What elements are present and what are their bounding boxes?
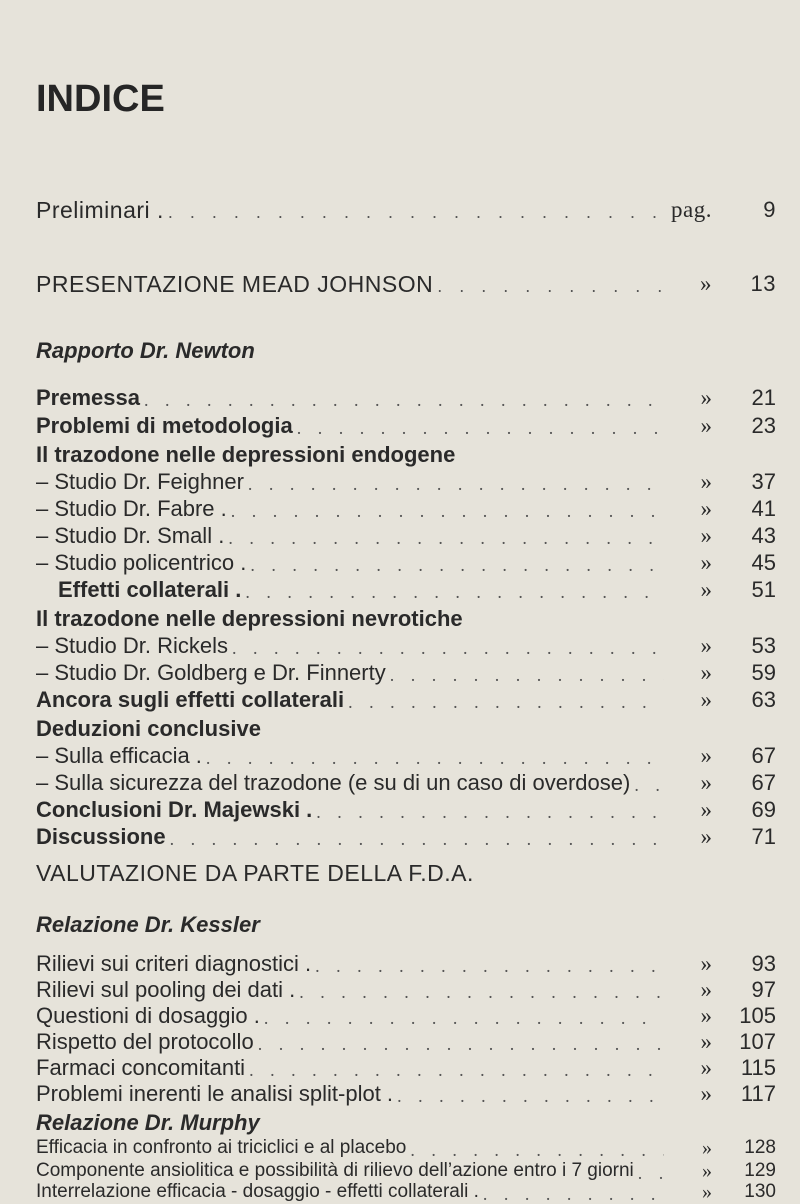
leader-dots [144, 390, 664, 410]
page-title: INDICE [36, 78, 165, 120]
section-heading-kessler: Relazione Dr. Kessler [36, 912, 260, 937]
toc-entry-label: – Sulla sicurezza del trazodone (e su di un caso di overdose) [36, 770, 631, 795]
toc-entry-label: Farmaci concomitanti [36, 1055, 246, 1080]
leader-dots [170, 829, 664, 849]
page-marker: » [700, 660, 712, 685]
page-number: 41 [751, 496, 776, 521]
toc-entry-label: Effetti collaterali . [58, 577, 242, 602]
page-marker: » [700, 523, 712, 548]
page-marker: » [700, 1055, 712, 1080]
toc-entry-label: Conclusioni Dr. Majewski . [36, 797, 313, 822]
leader-dots [168, 202, 664, 222]
toc-entry-label: Rilievi sul pooling dei dati . [36, 977, 296, 1002]
page-marker: » [700, 770, 712, 795]
toc-entry-label: – Studio Dr. Small . [36, 523, 225, 548]
page-marker: » [700, 1081, 712, 1106]
toc-entry-premessa[interactable] [36, 386, 776, 410]
leader-dots [483, 1184, 664, 1204]
page-number: 51 [751, 577, 776, 602]
toc-entry-label: – Studio Dr. Rickels [36, 633, 228, 658]
page-marker: » [700, 469, 712, 494]
leader-dots [264, 1008, 664, 1028]
page-marker: » [700, 743, 712, 768]
toc-entry-farmaci[interactable] [36, 1056, 776, 1080]
toc-entry-criteri[interactable] [36, 952, 776, 976]
toc-entry-triciclici[interactable] [36, 1136, 776, 1160]
page-marker: » [700, 1003, 712, 1028]
toc-entry-label: Problemi di metodologia [36, 413, 293, 438]
toc-entry-dosaggio[interactable] [36, 1004, 776, 1028]
toc-entry-label: Rispetto del protocollo [36, 1029, 254, 1054]
section-heading-murphy: Relazione Dr. Murphy [36, 1110, 260, 1135]
page-marker: » [700, 951, 712, 976]
page-marker: » [700, 977, 712, 1002]
toc-entry-label: – Studio Dr. Feighner [36, 469, 244, 494]
leader-dots [297, 418, 664, 438]
page-number: 129 [744, 1160, 776, 1181]
leader-dots [397, 1086, 664, 1106]
toc-entry-protocollo[interactable] [36, 1030, 776, 1054]
page-marker: » [700, 413, 712, 438]
toc-entry-feighner[interactable] [36, 470, 776, 494]
leader-dots [410, 1140, 664, 1160]
page-number: 93 [751, 951, 776, 976]
toc-entry-rickels[interactable] [36, 634, 776, 658]
leader-dots [258, 1034, 664, 1054]
page-number: 45 [751, 550, 776, 575]
page-marker: » [700, 633, 712, 658]
page-number: 13 [750, 271, 776, 296]
toc-entry-label: Componente ansiolitica e possibilità di rilievo dell’azione entro i 7 giorni [36, 1160, 634, 1181]
page-marker: » [700, 1029, 712, 1054]
toc-entry-sicurezza[interactable] [36, 771, 776, 795]
page-number: 105 [739, 1003, 776, 1028]
page-number: 69 [751, 797, 776, 822]
page-number: 63 [751, 687, 776, 712]
page-number: 21 [751, 385, 776, 410]
toc-entry-label: – Studio policentrico . [36, 550, 247, 575]
page-number: 128 [744, 1137, 776, 1158]
leader-dots [249, 1060, 664, 1080]
leader-dots [228, 528, 664, 548]
page-number: 97 [751, 977, 776, 1002]
toc-entry-metodologia[interactable] [36, 414, 776, 438]
page-marker: » [702, 1160, 712, 1182]
leader-dots [437, 276, 664, 296]
leader-dots [316, 802, 664, 822]
page-marker: » [700, 385, 712, 410]
page-number: 9 [763, 197, 776, 222]
toc-entry-efficacia[interactable] [36, 744, 776, 768]
leader-dots [250, 555, 664, 575]
toc-entry-label: Discussione [36, 824, 166, 849]
leader-dots [245, 582, 664, 602]
page-number: 59 [751, 660, 776, 685]
page-marker: pag. [671, 197, 712, 222]
toc-entry-effetti[interactable] [36, 578, 776, 602]
toc-entry-label: – Studio Dr. Goldberg e Dr. Finnerty [36, 660, 386, 685]
toc-entry-discussione[interactable] [36, 825, 776, 849]
toc-entry-small[interactable] [36, 524, 776, 548]
leader-dots [299, 982, 664, 1002]
page-marker: » [700, 797, 712, 822]
toc-entry-label: Efficacia in confronto ai triciclici e al placebo [36, 1137, 407, 1158]
toc-entry-label: Rilievi sui criteri diagnostici . [36, 951, 312, 976]
page-number: 115 [740, 1055, 776, 1080]
toc-entry-goldberg[interactable] [36, 661, 776, 685]
toc-entry-label: Interrelazione efficacia - dosaggio - effetti collaterali . [36, 1181, 479, 1202]
toc-entry-policentrico[interactable] [36, 551, 776, 575]
toc-entry-pooling[interactable] [36, 978, 776, 1002]
page-marker: » [700, 496, 712, 521]
leader-dots [232, 638, 664, 658]
toc-entry-splitplot[interactable] [36, 1082, 776, 1106]
leader-dots [231, 501, 664, 521]
subsection-heading-deduzioni: Deduzioni conclusive [36, 716, 261, 741]
toc-entry-ancora[interactable] [36, 688, 776, 712]
page-number: 23 [751, 413, 776, 438]
page-marker: » [700, 687, 712, 712]
page-marker: » [700, 824, 712, 849]
leader-dots [390, 665, 664, 685]
leader-dots [634, 775, 664, 795]
page-marker: » [702, 1181, 712, 1203]
subsection-heading-endogene: Il trazodone nelle depressioni endogene [36, 442, 456, 467]
page-number: 130 [744, 1181, 776, 1202]
toc-entry-label: Questioni di dosaggio . [36, 1003, 260, 1028]
toc-entry-label: Preliminari . [36, 197, 164, 223]
page-number: 43 [751, 523, 776, 548]
subsection-heading-nevrotiche: Il trazodone nelle depressioni nevrotiche [36, 606, 463, 631]
toc-entry-majewski[interactable] [36, 798, 776, 822]
leader-dots [248, 474, 664, 494]
page-marker: » [700, 550, 712, 575]
page-marker: » [702, 1137, 712, 1159]
toc-entry-label: PRESENTAZIONE MEAD JOHNSON [36, 271, 434, 297]
page-number: 53 [751, 633, 776, 658]
toc-entry-label: – Studio Dr. Fabre . [36, 496, 227, 521]
section-heading-newton: Rapporto Dr. Newton [36, 338, 255, 363]
toc-entry-label: – Sulla efficacia . [36, 743, 202, 768]
page-number: 71 [751, 824, 776, 849]
page-number: 37 [751, 469, 776, 494]
toc-entry-label: Problemi inerenti le analisi split-plot . [36, 1081, 394, 1106]
toc-entry-preliminari[interactable] [36, 198, 776, 222]
page-marker: » [700, 577, 712, 602]
toc-entry-label: Ancora sugli effetti collaterali [36, 687, 345, 712]
toc-entry-presentazione[interactable] [36, 272, 776, 296]
section-heading-fda: VALUTAZIONE DA PARTE DELLA F.D.A. [36, 860, 474, 886]
toc-entry-fabre[interactable] [36, 497, 776, 521]
leader-dots [315, 956, 664, 976]
page-number: 67 [751, 770, 776, 795]
page-number: 107 [739, 1029, 776, 1054]
page-number: 67 [751, 743, 776, 768]
leader-dots [348, 692, 664, 712]
page-number: 117 [740, 1081, 776, 1106]
toc-entry-label: Premessa [36, 385, 140, 410]
page-marker: » [700, 271, 712, 296]
leader-dots [206, 748, 664, 768]
toc-entry-interrelazione[interactable] [36, 1180, 776, 1204]
